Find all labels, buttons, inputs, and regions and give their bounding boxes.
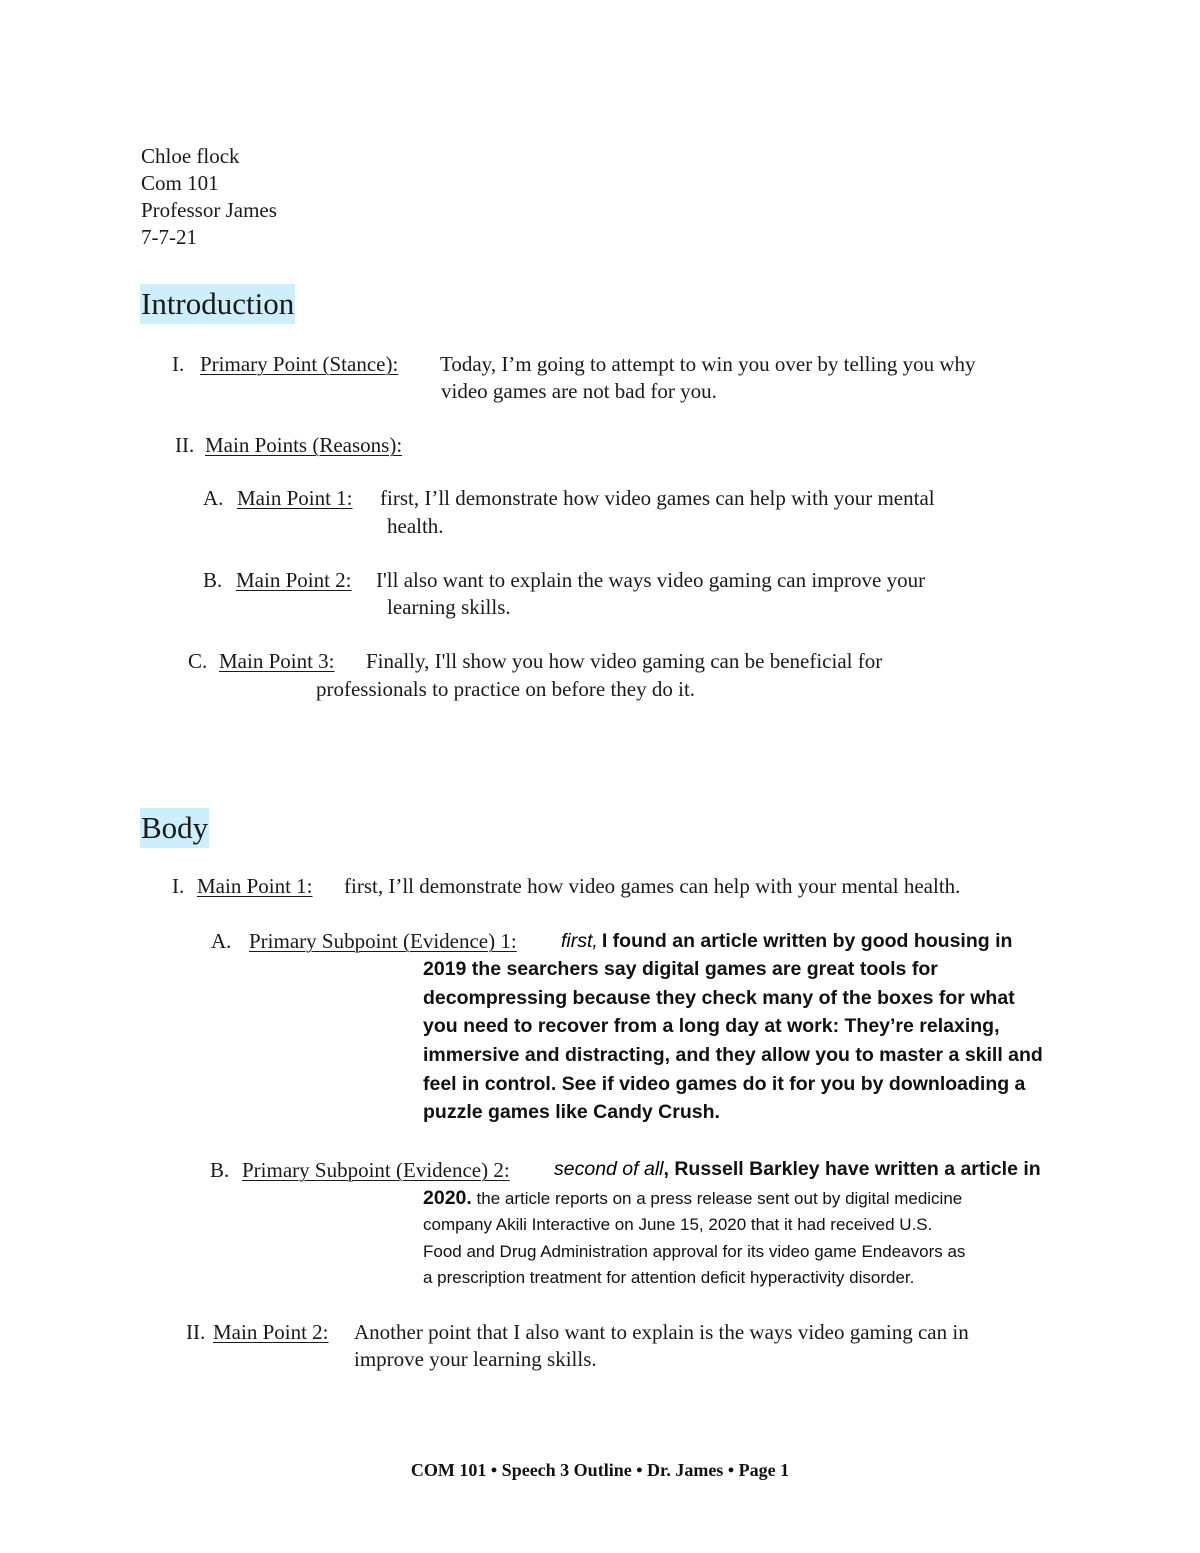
body-mp1-marker: I. — [172, 874, 185, 898]
intro-point-b-text-line1: I'll also want to explain the ways video gaming can improve your — [376, 568, 926, 592]
body-heading: Body — [140, 808, 209, 848]
intro-point-a-text-line1: first, I’ll demonstrate how video games can help with your mental — [380, 486, 935, 510]
body-sub-b-italic: second of all — [554, 1158, 664, 1180]
body-mp2-text-line2: improve your learning skills. — [354, 1347, 597, 1371]
body-sub-a-italic: first, — [561, 930, 598, 952]
intro-point-b-marker: B. — [203, 568, 223, 592]
body-sub-a-line6: feel in control. See if video games do it for you by downloading a — [423, 1073, 1026, 1095]
document-date: 7-7-21 — [141, 225, 197, 249]
body-sub-b-line1 — [554, 1155, 1041, 1184]
intro-point-c-text-line2: professionals to practice on before they do it. — [316, 677, 696, 701]
body-mp2-marker: II. — [186, 1320, 206, 1344]
body-sub-b-line3: company Akili Interactive on June 15, 2020 that it had received U.S. — [423, 1215, 933, 1234]
body-sub-a-line1-text: I found an article written by good housing in — [601, 930, 1013, 952]
body-sub-a-line3: decompressing because they check many of the boxes for what — [423, 987, 1015, 1009]
intro-point-b-label: Main Point 2: — [236, 568, 352, 592]
introduction-heading: Introduction — [140, 284, 295, 324]
intro-point-a-marker: A. — [203, 486, 224, 510]
intro-point-c-label: Main Point 3: — [219, 649, 335, 673]
professor-name: Professor James — [141, 198, 277, 222]
body-sub-b-label: Primary Subpoint (Evidence) 2: — [242, 1158, 510, 1182]
body-sub-a-line4: you need to recover from a long day at work: They’re relaxing, — [423, 1015, 1000, 1037]
intro-main-points-label: Main Points (Reasons): — [205, 433, 403, 457]
page-footer: COM 101 • Speech 3 Outline • Dr. James • Page 1 — [410, 1460, 790, 1480]
intro-primary-text-line2: video games are not bad for you. — [441, 379, 717, 403]
intro-point-a-label: Main Point 1: — [237, 486, 353, 510]
student-name: Chloe flock — [141, 144, 240, 168]
body-mp2-text-line1: Another point that I also want to explain is the ways video gaming can in — [354, 1320, 969, 1344]
intro-point-c-text-line1: Finally, I'll show you how video gaming can be beneficial for — [366, 649, 883, 673]
body-sub-b-line1-text: , Russell Barkley have written a article in — [663, 1158, 1041, 1180]
intro-point-a-text-line2: health. — [387, 514, 444, 538]
intro-main-points-marker: II. — [175, 433, 195, 457]
body-sub-b-marker: B. — [210, 1158, 230, 1182]
body-sub-a-marker: A. — [211, 929, 232, 953]
intro-primary-marker: I. — [172, 352, 185, 376]
body-sub-b-line5: a prescription treatment for attention deficit hyperactivity disorder. — [423, 1268, 915, 1287]
body-sub-b-line2 — [423, 1184, 962, 1213]
body-mp1-label: Main Point 1: — [197, 874, 313, 898]
intro-primary-text-line1: Today, I’m going to attempt to win you over by telling you why — [440, 352, 976, 376]
body-sub-b-line2-text: the article reports on a press release sent out by digital medicine — [471, 1189, 963, 1208]
body-sub-a-line5: immersive and distracting, and they allow you to master a skill and — [423, 1044, 1043, 1066]
intro-point-c-marker: C. — [188, 649, 208, 673]
body-sub-a-line7: puzzle games like Candy Crush. — [423, 1101, 720, 1123]
body-sub-a-label: Primary Subpoint (Evidence) 1: — [249, 929, 517, 953]
course-name: Com 101 — [141, 171, 219, 195]
body-mp2-label: Main Point 2: — [213, 1320, 329, 1344]
body-sub-a-line1 — [561, 927, 1012, 956]
intro-point-b-text-line2: learning skills. — [387, 595, 511, 619]
intro-primary-label: Primary Point (Stance): — [200, 352, 399, 376]
body-mp1-text: first, I’ll demonstrate how video games can help with your mental health. — [344, 874, 961, 898]
body-sub-b-line4: Food and Drug Administration approval for its video game Endeavors as — [423, 1242, 966, 1261]
body-sub-b-year: 2020. — [423, 1187, 472, 1209]
body-sub-a-line2: 2019 the searchers say digital games are great tools for — [423, 958, 938, 980]
